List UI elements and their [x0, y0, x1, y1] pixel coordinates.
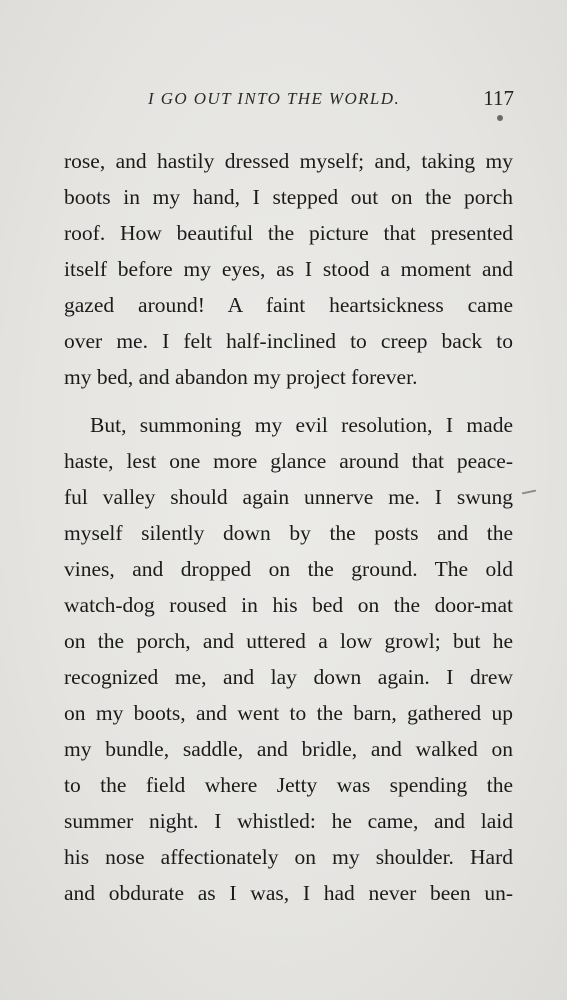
text-line: recognized me, and lay down again. I drew: [64, 665, 513, 689]
text-line: itself before my eyes, as I stood a moment and: [64, 257, 513, 281]
page-number: 117: [483, 86, 514, 110]
ink-speck: [497, 115, 503, 121]
paragraph: [64, 143, 513, 395]
paragraph-gap: [64, 395, 513, 407]
margin-mark: [522, 490, 536, 495]
text-line: my bed, and abandon my project forever.: [64, 365, 418, 389]
text-line: over me. I felt half-inclined to creep back to: [64, 329, 513, 353]
text-line: on my boots, and went to the barn, gathered up: [64, 701, 513, 725]
text-line: summer night. I whistled: he came, and laid: [64, 809, 513, 833]
text-line: myself silently down by the posts and the: [64, 521, 513, 545]
paragraph: [64, 407, 513, 911]
text-line: haste, lest one more glance around that peace-: [64, 449, 513, 473]
text-line: vines, and dropped on the ground. The old: [64, 557, 513, 581]
running-title: I GO OUT INTO THE WORLD.: [148, 89, 401, 108]
text-line: roof. How beautiful the picture that presented: [64, 221, 513, 245]
text-line: watch-dog roused in his bed on the door-mat: [64, 593, 513, 617]
text-line: on the porch, and uttered a low growl; but he: [64, 629, 513, 653]
text-line: his nose affectionately on my shoulder. Hard: [64, 845, 513, 869]
text-line: But, summoning my evil resolution, I made: [90, 413, 513, 437]
text-line: and obdurate as I was, I had never been un-: [64, 881, 513, 905]
text-line: gazed around! A faint heartsickness came: [64, 293, 513, 317]
text-line: boots in my hand, I stepped out on the porch: [64, 185, 513, 209]
text-line: to the field where Jetty was spending the: [64, 773, 513, 797]
body-text: [64, 143, 513, 911]
text-line: rose, and hastily dressed myself; and, taking my: [64, 149, 513, 173]
text-line: my bundle, saddle, and bridle, and walked on: [64, 737, 513, 761]
running-head: [62, 86, 514, 116]
text-line: ful valley should again unnerve me. I swung: [64, 485, 513, 509]
